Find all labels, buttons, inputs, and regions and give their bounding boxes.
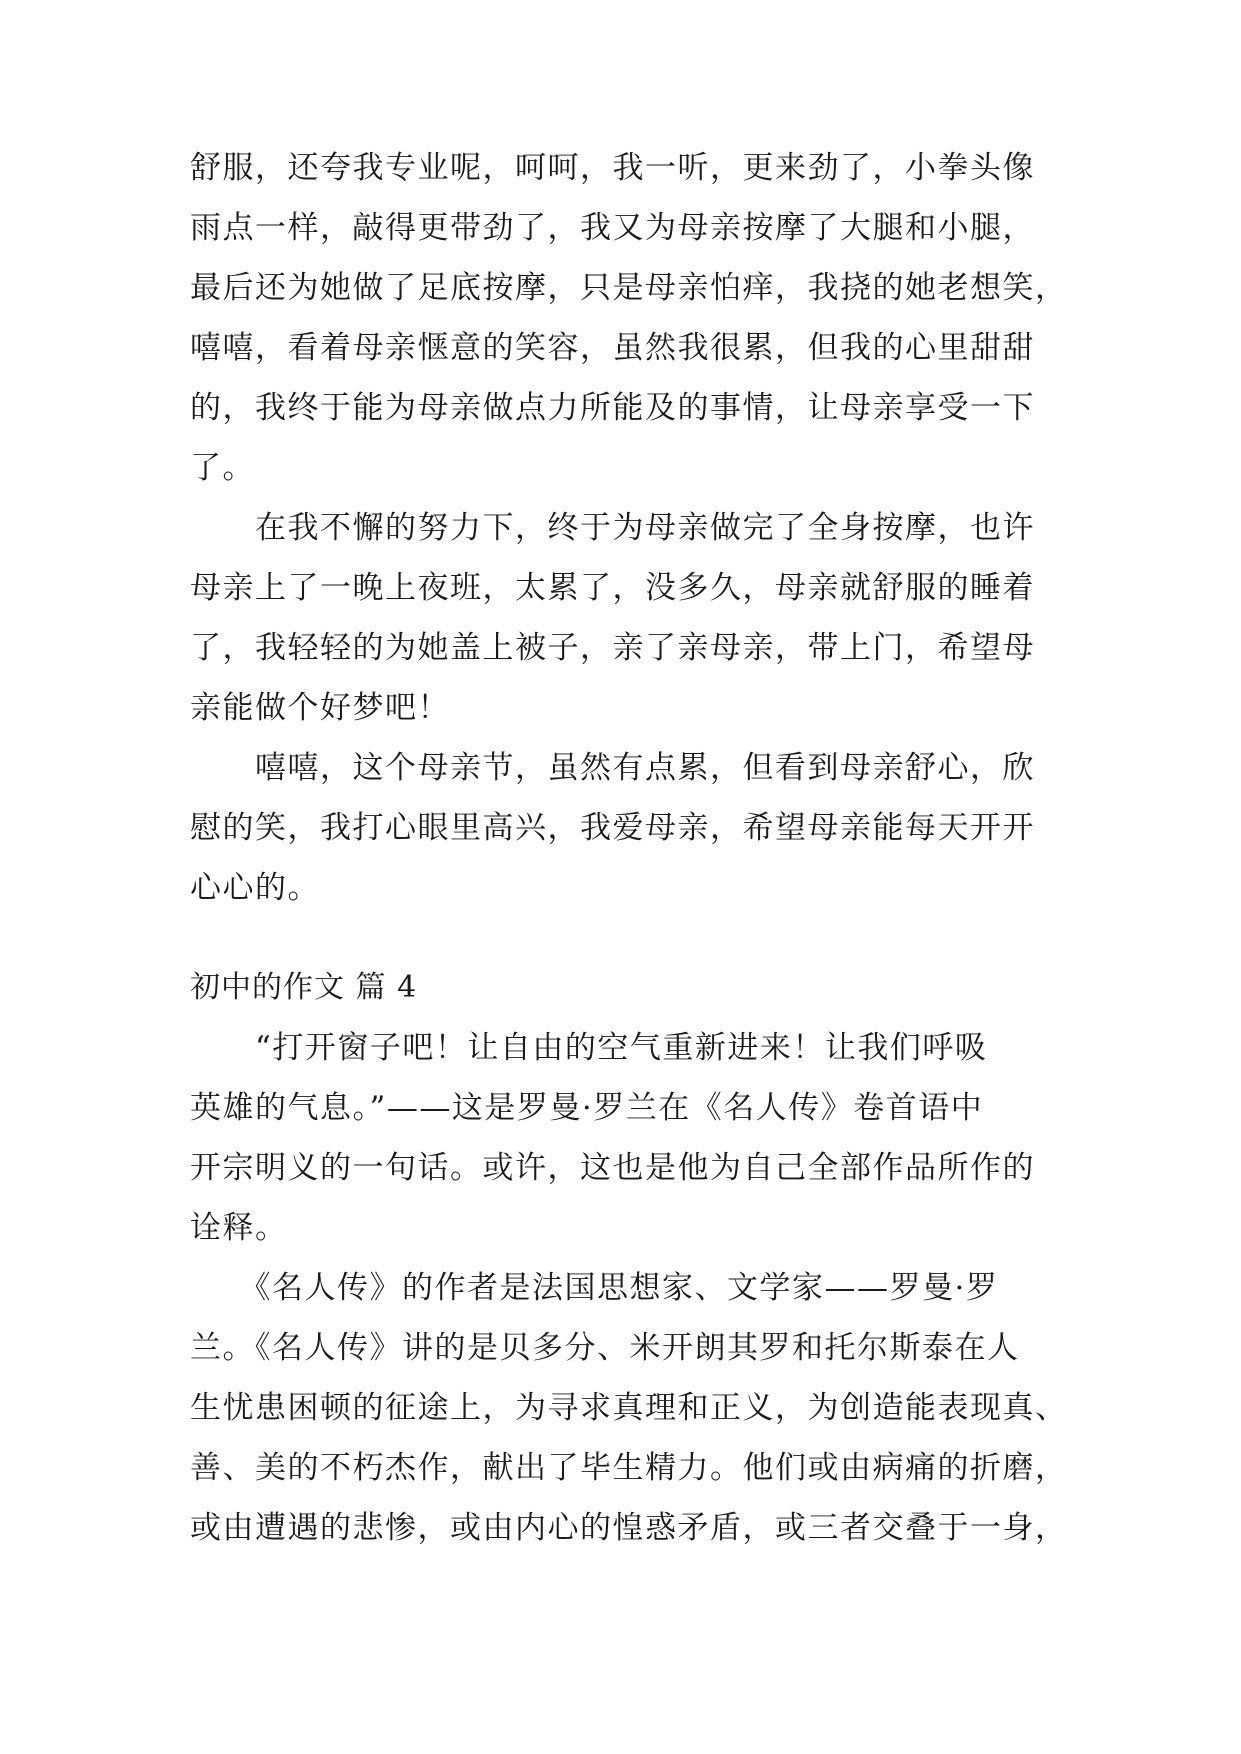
paragraph-romain-rolland-quote: “打开窗子吧！让自由的空气重新进来！让我们呼吸 英雄的气息。”——这是罗曼·罗兰在《名人传》卷首语中 开宗明义的一句话。或许，这也是他为自己全部作品所作的 诠释。 bbox=[190, 1030, 1035, 1246]
section-heading: 初中的作文 篇 4 bbox=[190, 970, 418, 1005]
paragraph-famous-lives-intro: 《名人传》的作者是法国思想家、文学家——罗曼·罗 兰。《名人传》讲的是贝多分、米开朗其罗和托尔斯泰在人 生忧患困顿的征途上，为寻求真理和正义，为创造能表现真、 善、美的不朽杰作，献出了毕生精力。他们或由病痛的折磨， 或由遭遇的悲惨，或由内心的惶惑矛盾，或三者交叠于一身， bbox=[190, 1270, 1068, 1546]
paragraph-massage-finished: 在我不懈的努力下，终于为母亲做完了全身按摩，也许 母亲上了一晚上夜班，太累了，没多久，母亲就舒服的睡着 了，我轻轻的为她盖上被子，亲了亲母亲，带上门，希望母 亲能做个好梦吧！ bbox=[190, 510, 1035, 726]
paragraph-massage-continued: 舒服，还夸我专业呢，呵呵，我一听，更来劲了，小拳头像 雨点一样，敲得更带劲了，我又为母亲按摩了大腿和小腿， 最后还为她做了足底按摩，只是母亲怕痒，我挠的她老想笑， 嘻嘻，看着母亲惬意的笑容，虽然我很累，但我的心里甜甜 的，我终于能为母亲做点力所能及的事情，让母亲享受一下 了。 bbox=[190, 150, 1068, 486]
paragraph-mothers-day-conclusion: 嘻嘻，这个母亲节，虽然有点累，但看到母亲舒心，欣 慰的笑，我打心眼里高兴，我爱母亲，希望母亲能每天开开 心心的。 bbox=[190, 750, 1035, 906]
